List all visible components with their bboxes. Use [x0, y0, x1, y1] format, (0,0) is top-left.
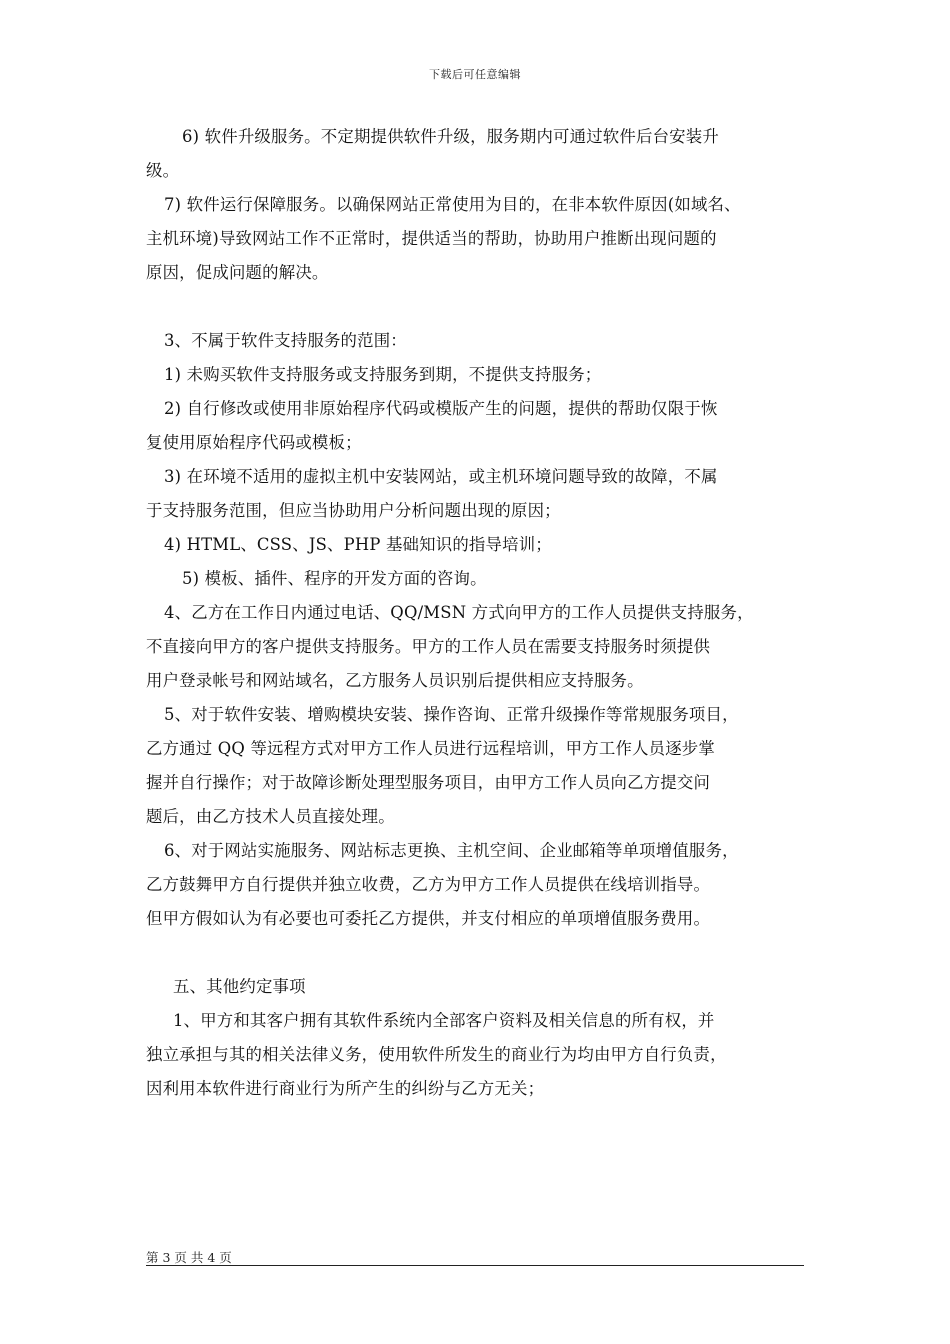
paragraph-line: 复使用原始程序代码或模板；: [146, 433, 362, 452]
paragraph-line: 级。: [146, 161, 180, 180]
paragraph-line: 2) 自行修改或使用非原始程序代码或模版产生的问题，提供的帮助仅限于恢: [164, 399, 718, 418]
paragraph-line: 独立承担与其的相关法律义务，使用软件所发生的商业行为均由甲方自行负责，: [146, 1045, 727, 1064]
paragraph-line: 用户登录帐号和网站域名，乙方服务人员识别后提供相应支持服务。: [146, 671, 644, 690]
paragraph-line: 6、对于网站实施服务、网站标志更换、主机空间、企业邮箱等单项增值服务，: [164, 841, 739, 860]
paragraph-line: 于支持服务范围，但应当协助用户分析问题出现的原因；: [146, 501, 561, 520]
section-heading: 3、不属于软件支持服务的范围：: [164, 331, 407, 350]
paragraph-line: 4、乙方在工作日内通过电话、QQ/MSN 方式向甲方的工作人员提供支持服务，: [164, 603, 754, 622]
paragraph-line: 乙方通过 QQ 等远程方式对甲方工作人员进行远程培训，甲方工作人员逐步掌: [146, 739, 715, 758]
paragraph-line: 1) 未购买软件支持服务或支持服务到期，不提供支持服务；: [164, 365, 602, 384]
document-body: [146, 122, 810, 1108]
paragraph-spacer: [146, 938, 810, 972]
section-heading: 五、其他约定事项: [173, 977, 306, 996]
paragraph-line: 3) 在环境不适用的虚拟主机中安装网站，或主机环境问题导致的故障，不属: [164, 467, 718, 486]
paragraph-line: 原因，促成问题的解决。: [146, 263, 329, 282]
paragraph-spacer: [146, 292, 810, 326]
paragraph-line: 4) HTML、CSS、JS、PHP 基础知识的指导培训；: [164, 535, 552, 554]
paragraph-line: 5) 模板、插件、程序的开发方面的咨询。: [182, 569, 487, 588]
paragraph-line: 握并自行操作；对于故障诊断处理型服务项目，由甲方工作人员向乙方提交问: [146, 773, 711, 792]
paragraph-line: 5、对于软件安装、增购模块安装、操作咨询、正常升级操作等常规服务项目，: [164, 705, 739, 724]
paragraph-line: 1、甲方和其客户拥有其软件系统内全部客户资料及相关信息的所有权，并: [173, 1011, 715, 1030]
paragraph-line: 6) 软件升级服务。不定期提供软件升级，服务期内可通过软件后台安装升: [182, 127, 719, 146]
paragraph-line: 因利用本软件进行商业行为所产生的纠纷与乙方无关；: [146, 1079, 545, 1098]
paragraph-line: 主机环境)导致网站工作不正常时，提供适当的帮助，协助用户推断出现问题的: [146, 229, 717, 248]
footer-divider: [146, 1265, 804, 1266]
paragraph-line: 7) 软件运行保障服务。以确保网站正常使用为目的，在非本软件原因(如域名、: [164, 195, 741, 214]
paragraph-line: 题后，由乙方技术人员直接处理。: [146, 807, 395, 826]
page-header: 下载后可任意编辑: [429, 68, 521, 81]
paragraph-line: 不直接向甲方的客户提供支持服务。甲方的工作人员在需要支持服务时须提供: [146, 637, 711, 656]
page-footer: 第 3 页 共 4 页: [146, 1250, 232, 1265]
paragraph-line: 但甲方假如认为有必要也可委托乙方提供，并支付相应的单项增值服务费用。: [146, 909, 711, 928]
paragraph-line: 乙方鼓舞甲方自行提供并独立收费，乙方为甲方工作人员提供在线培训指导。: [146, 875, 711, 894]
